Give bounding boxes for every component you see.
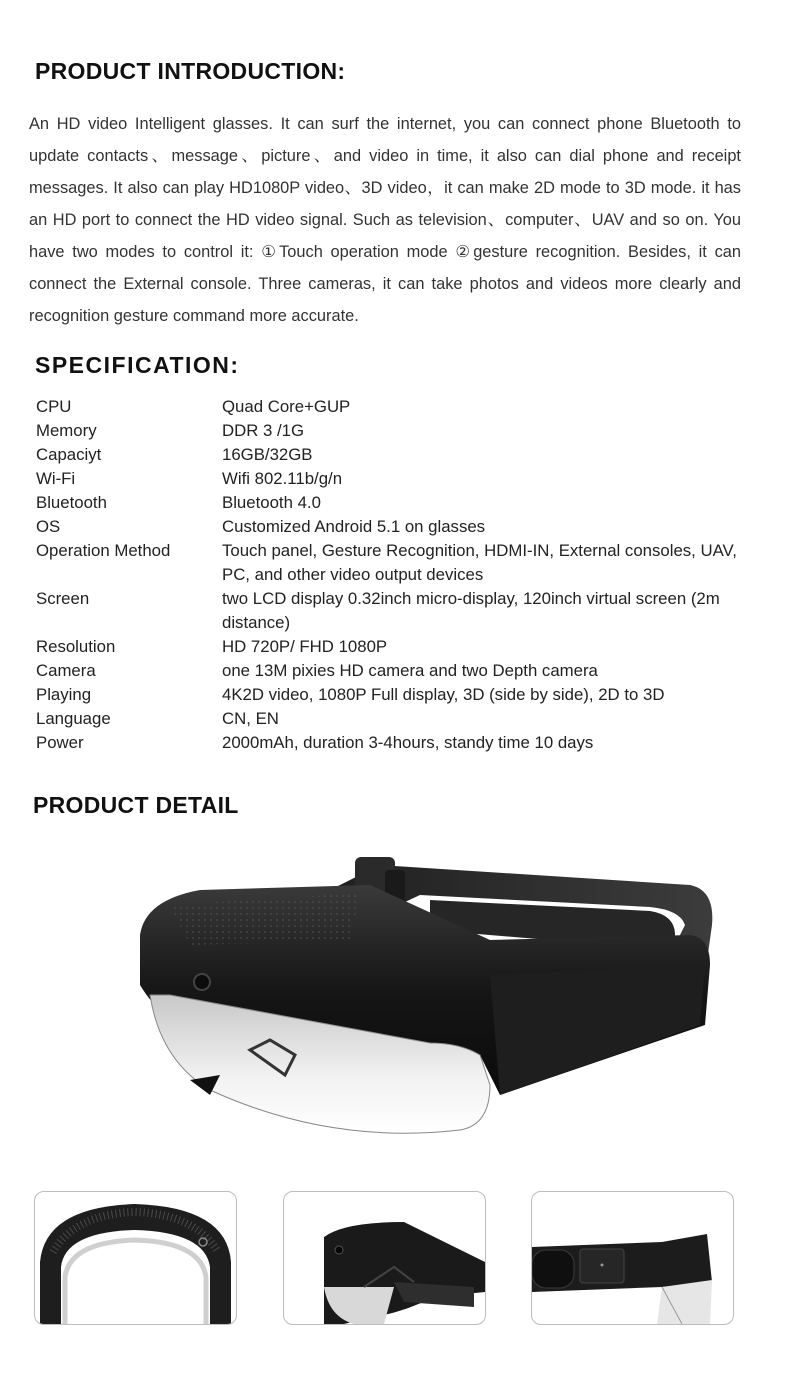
spec-row (36, 419, 756, 443)
spec-row (36, 539, 756, 587)
spec-value: Quad Core+GUP (222, 397, 351, 416)
spec-value: 16GB/32GB (222, 445, 313, 464)
spec-value: Wifi 802.11b/g/n (222, 469, 343, 488)
spec-key: Capaciyt (36, 445, 102, 464)
spec-row (36, 707, 756, 731)
thumbnail-headband-top[interactable] (34, 1191, 237, 1325)
intro-heading: PRODUCT INTRODUCTION: (35, 58, 346, 84)
intro-paragraph: An HD video Intelligent glasses. It can surf the internet, you can connect phone Bluetooth to update contacts、message、picture、and video in time, it also can dial phone and receipt messages. It also can play HD1080P video、3D video，it can make 2D mode to 3D mode. it has an HD port to connect the HD video signal. Such as television、computer、UAV and so on. You have two modes to control it: ①Touch operation mode ②gesture recognition. Besides, it can connect the External console. Three cameras, it can take photos and videos more clearly and recognition gesture command more accurate. (29, 115, 741, 325)
spec-row (36, 587, 756, 635)
spec-value: Customized Android 5.1 on glasses (222, 517, 486, 536)
spec-row (36, 683, 756, 707)
spec-value: two LCD display 0.32inch micro-display, 120inch virtual screen (2m distance) (222, 589, 720, 632)
spec-key: Wi-Fi (36, 469, 76, 488)
spec-key: Resolution (36, 637, 116, 656)
spec-key: Operation Method (36, 541, 171, 560)
spec-key: CPU (36, 397, 72, 416)
spec-row (36, 443, 756, 467)
spec-value: one 13M pixies HD camera and two Depth camera (222, 661, 598, 680)
spec-row (36, 467, 756, 491)
spec-row (36, 395, 756, 419)
spec-key: Playing (36, 685, 92, 704)
spec-value: Touch panel, Gesture Recognition, HDMI-IN, External consoles, UAV, PC, and other video output devices (222, 541, 737, 584)
spec-row (36, 635, 756, 659)
spec-key: Memory (36, 421, 97, 440)
spec-value: HD 720P/ FHD 1080P (222, 637, 388, 656)
thumbnail-camera-closeup[interactable] (531, 1191, 734, 1325)
spec-key: Camera (36, 661, 96, 680)
spec-value: DDR 3 /1G (222, 421, 305, 440)
spec-key: OS (36, 517, 61, 536)
thumbnail-side-view[interactable] (283, 1191, 486, 1325)
spec-key: Screen (36, 589, 90, 608)
spec-key: Language (36, 709, 111, 728)
spec-value: CN, EN (222, 709, 279, 728)
spec-heading: SPECIFICATION: (35, 352, 240, 378)
spec-value: 4K2D video, 1080P Full display, 3D (side by side), 2D to 3D (222, 685, 665, 704)
spec-value: 2000mAh, duration 3-4hours, standy time 10 days (222, 733, 594, 752)
spec-row (36, 731, 756, 755)
product-hero-image (130, 845, 720, 1145)
spec-key: Power (36, 733, 84, 752)
detail-heading: PRODUCT DETAIL (33, 792, 239, 818)
spec-row (36, 659, 756, 683)
spec-value: Bluetooth 4.0 (222, 493, 321, 512)
spec-row (36, 515, 756, 539)
spec-key: Bluetooth (36, 493, 107, 512)
spec-table (36, 395, 756, 755)
spec-row (36, 491, 756, 515)
